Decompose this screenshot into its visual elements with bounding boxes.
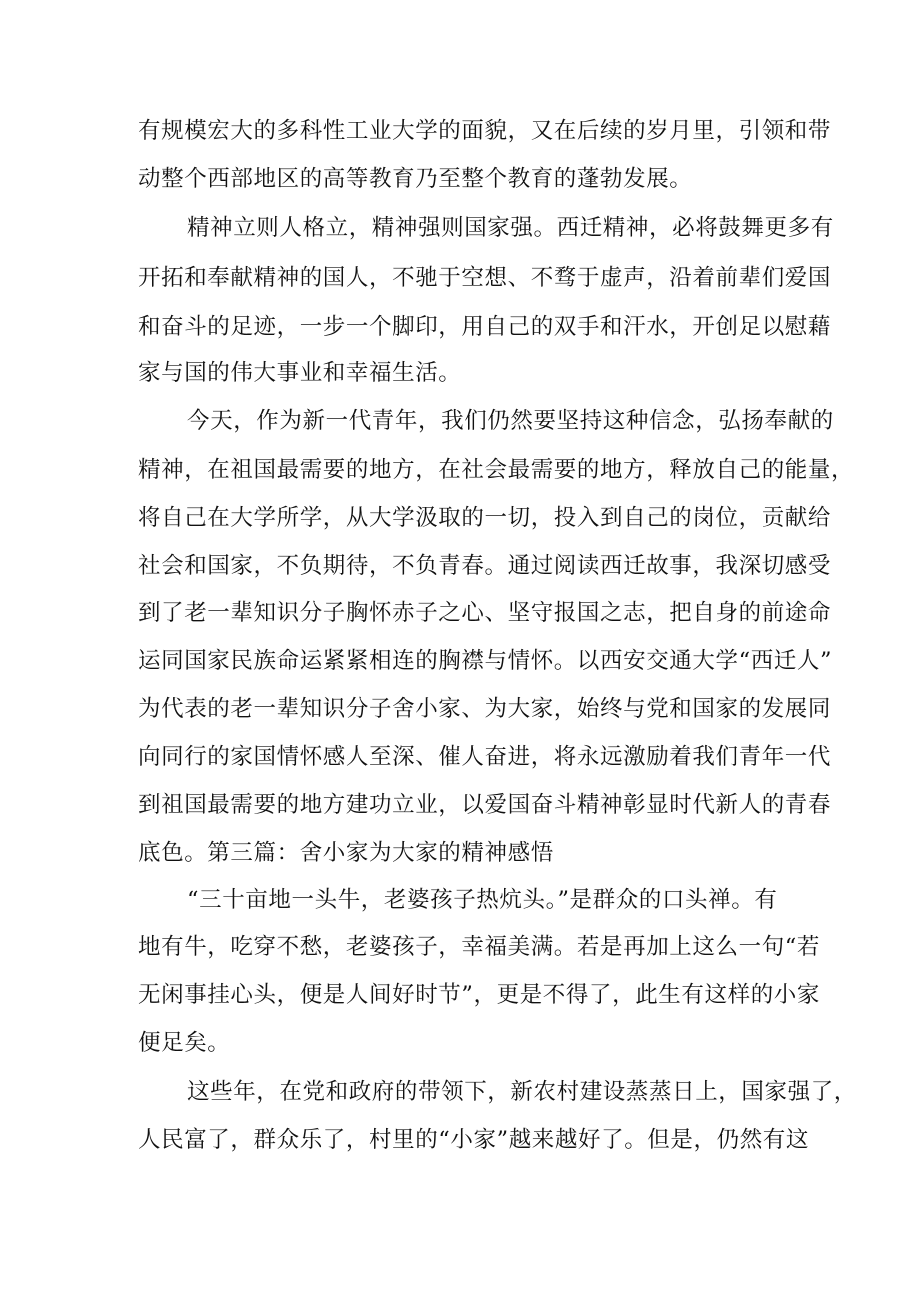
text-line: 动整个西部地区的高等教育乃至整个教育的蓬勃发展。 [138,166,693,192]
text-line: 有规模宏大的多科性工业大学的面貌，又在后续的岁月里，引领和带 [138,118,832,144]
text-line: 开拓和奉献精神的国人，不驰于空想、不骛于虚声，沿着前辈们爱国 [138,265,832,291]
paragraph-first-line: 这些年，在党和政府的带领下，新农村建设蒸蒸日上，国家强了， [187,1079,857,1105]
text-line: 地有牛，吃穿不愁，老婆孩子，幸福美满。若是再加上这么一句“若 [138,934,821,960]
paragraph-first-line: 今天，作为新一代青年，我们仍然要坚持这种信念，弘扬奉献的 [187,408,834,434]
text-line: 精神，在祖国最需要的地方，在社会最需要的地方，释放自己的能量， [138,457,855,483]
text-line: 底色。第三篇：舍小家为大家的精神感悟 [138,840,554,866]
text-line: 和奋斗的足迹，一步一个脚印，用自己的双手和汗水，开创足以慰藉 [138,314,832,340]
text-line: 便足矣。 [138,1030,231,1056]
text-line: 无闲事挂心头，便是人间好时节”，更是不得了，此生有这样的小家 [138,982,821,1008]
paragraph-first-line: “三十亩地一头牛，老婆孩子热炕头。”是群众的口头禅。有 [187,887,778,913]
text-line: 社会和国家，不负期待，不负青春。通过阅读西迁故事，我深切感受 [138,553,832,579]
text-line: 人民富了，群众乐了，村里的“小家”越来越好了。但是，仍然有这 [138,1127,810,1153]
text-line: 到祖国最需要的地方建功立业，以爱国奋斗精神彰显时代新人的青春 [138,792,832,818]
text-line: 向同行的家国情怀感人至深、催人奋进，将永远激励着我们青年一代 [138,744,832,770]
text-line: 运同国家民族命运紧紧相连的胸襟与情怀。以西安交通大学“西迁人” [138,648,833,674]
text-line: 为代表的老一辈知识分子舍小家、为大家，始终与党和国家的发展同 [138,696,832,722]
text-line: 家与国的伟大事业和幸福生活。 [138,360,462,386]
text-line: 到了老一辈知识分子胸怀赤子之心、坚守报国之志，把自身的前途命 [138,600,832,626]
paragraph-first-line: 精神立则人格立，精神强则国家强。西迁精神，必将鼓舞更多有 [187,215,834,241]
text-line: 将自己在大学所学，从大学汲取的一切，投入到自己的岗位，贡献给 [138,505,832,531]
